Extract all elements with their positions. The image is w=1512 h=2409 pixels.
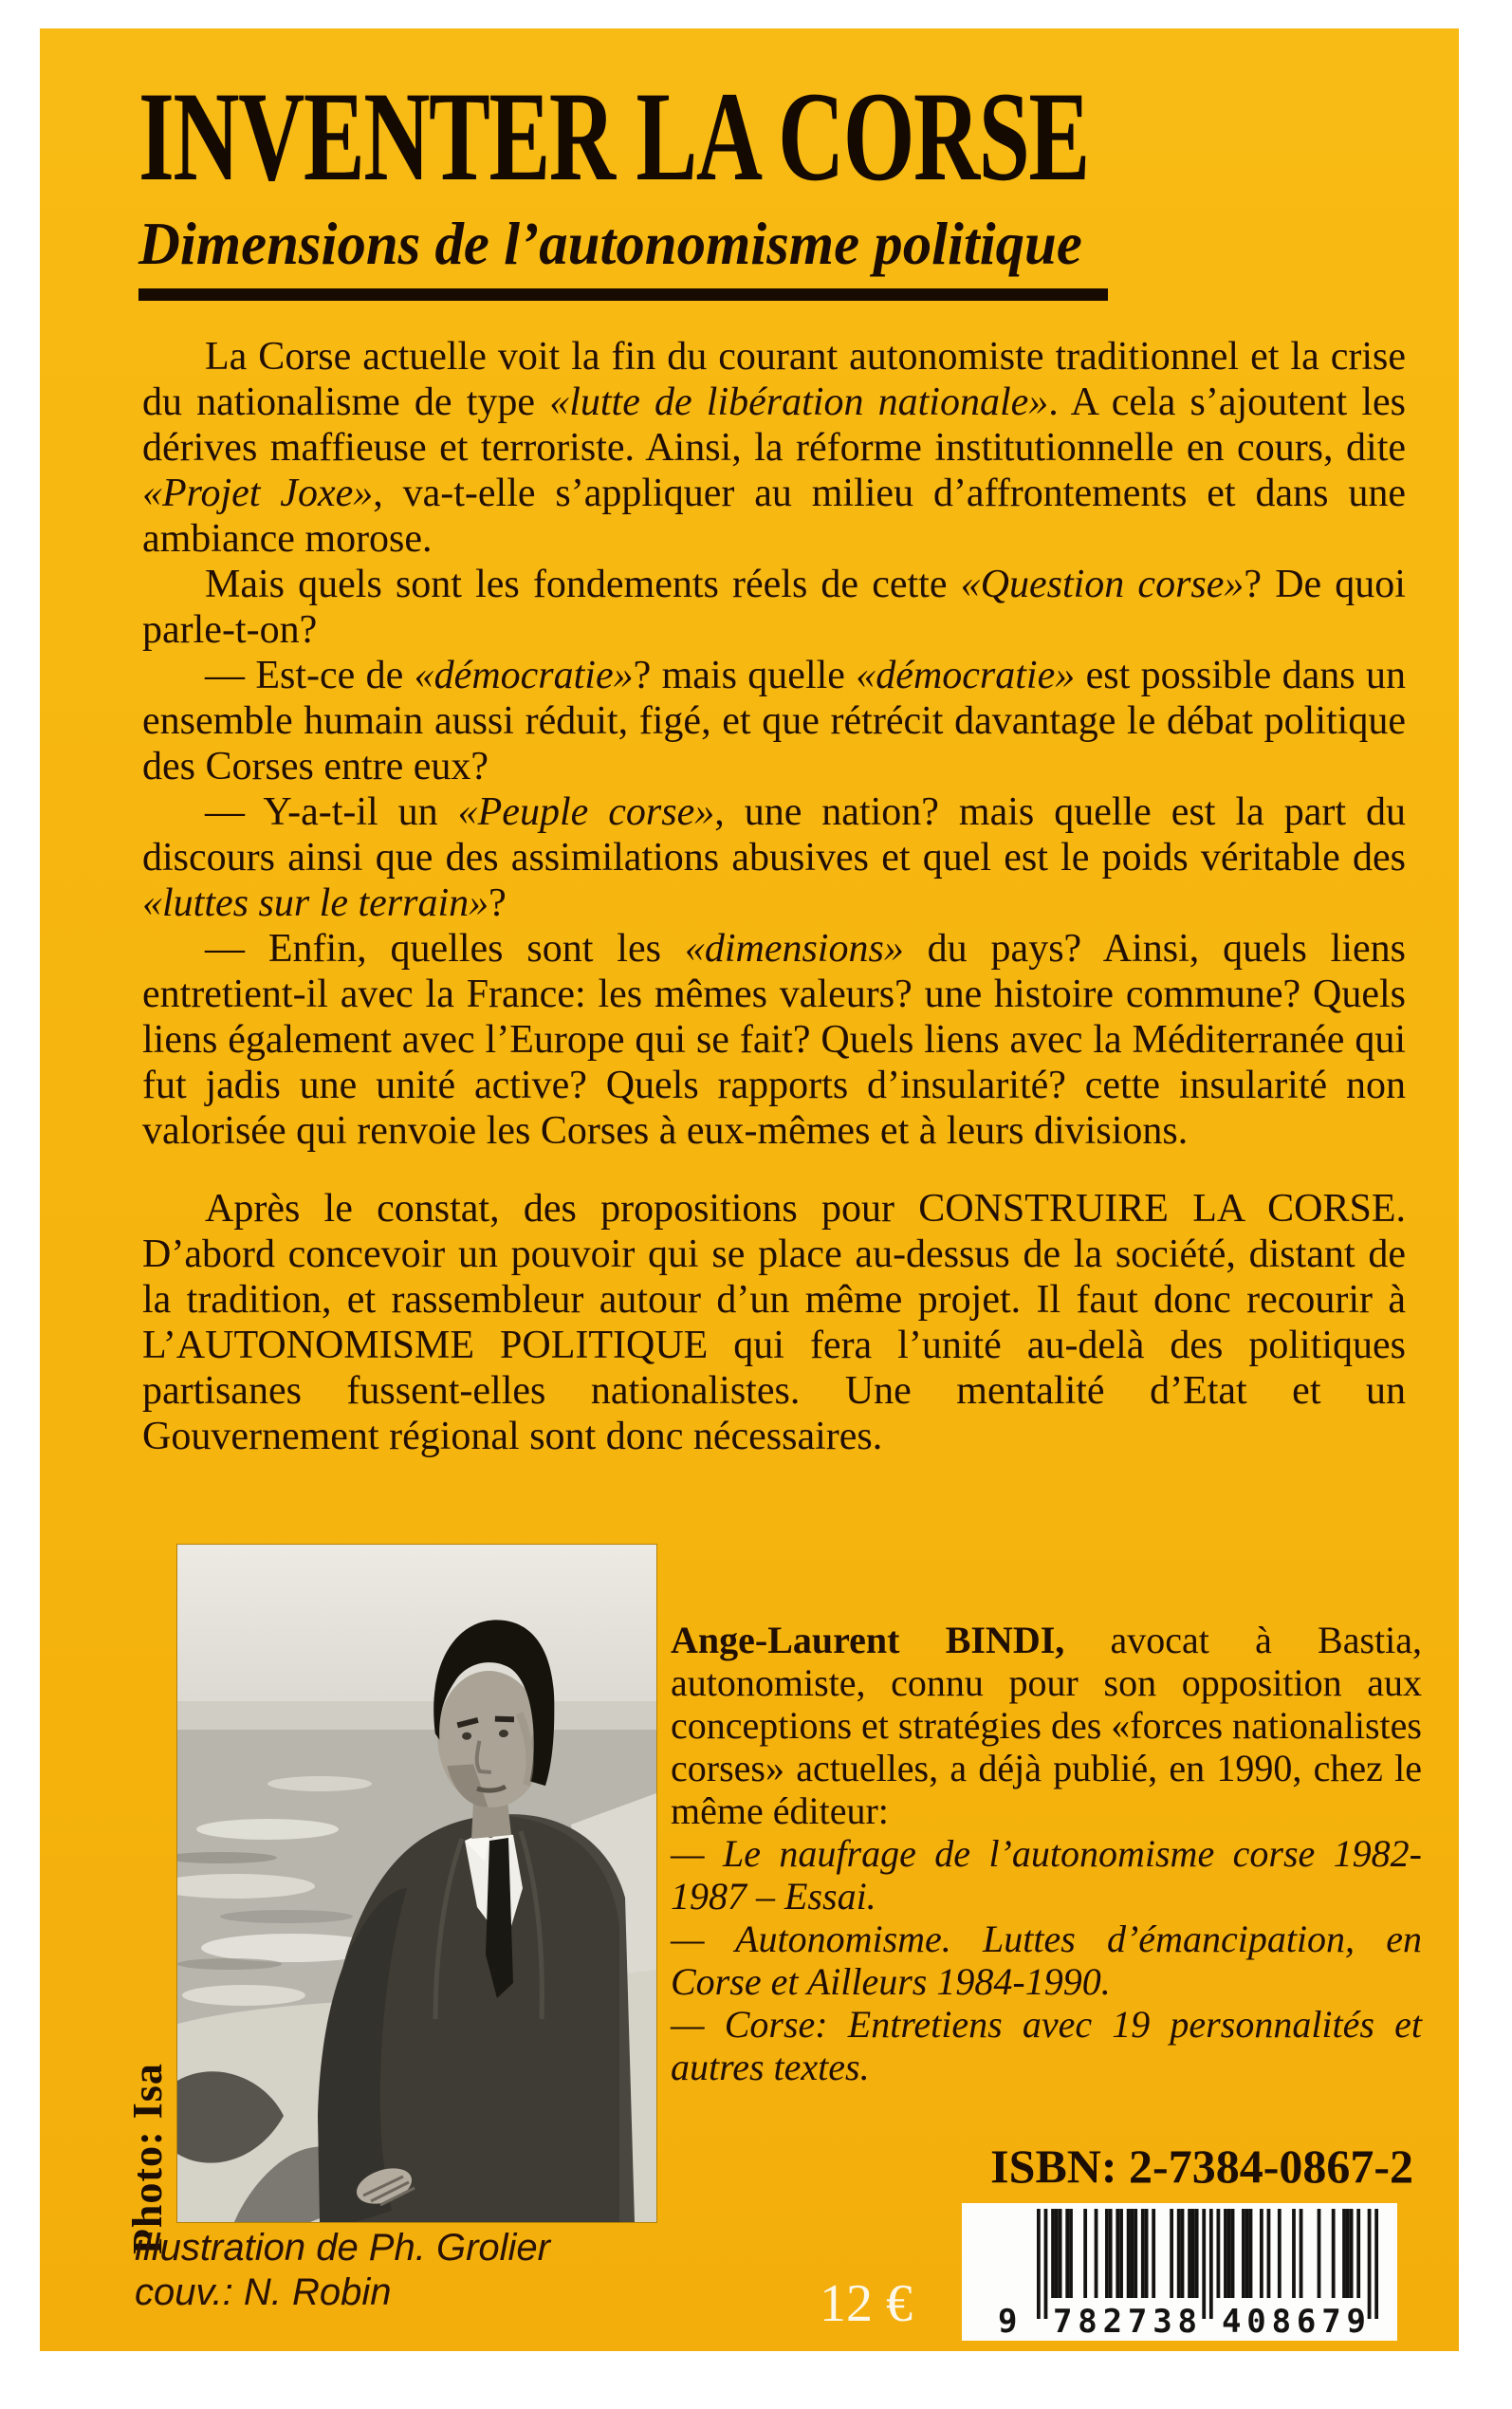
text-segment: Mais quels sont les fondements réels de cette (205, 563, 961, 606)
work-item: — Corse: Entretiens avec 19 personnalités et autres textes. (671, 2003, 1422, 2088)
text-segment: est possible dans un ensemble humain aussi réduit, figé, et que rétrécit davantage le débat politique des Corses entre eux? (142, 654, 1406, 788)
barcode-digits: 9 (998, 2303, 1018, 2341)
text-segment: ? (489, 881, 507, 925)
text-segment: Après le constat, des propositions pour CONSTRUIRE LA CORSE. D’abord concevoir un pouvoir qui se place au-dessus de la société, distant de la tradition, et rassembleur autour d’un même projet. Il faut donc recourir à L’AUTONOMISME POLITIQUE qui fera l’unité au-delà des politiques partisanes fussent-elles nationalistes. Une mentalité d’Etat et un Gouvernement régional sont donc nécessaires. (142, 1187, 1406, 1458)
text-segment: «Question corse» (960, 563, 1245, 606)
text-segment: «Peuple corse» (457, 790, 715, 834)
text-segment: ? mais quelle (633, 654, 857, 697)
illustration-credit-line: illustration de Ph. Grolier (135, 2227, 550, 2269)
isbn-label: ISBN: 2-7384-0867-2 (990, 2140, 1413, 2193)
text-segment: «démocratie» (414, 654, 634, 697)
illustration-credits (135, 2226, 550, 2315)
text-segment: . A cela s’ajoutent les dérives maffieuse et terroriste. Ainsi, la réforme institutionnelle en cours, dite (142, 380, 1406, 470)
cover-credit-line: couv.: N. Robin (135, 2271, 392, 2313)
synopsis-paragraph (142, 1186, 1406, 1459)
author-bio (671, 1619, 1422, 2088)
work-item: — Le naufrage de l’autonomisme corse 1982-1987 – Essai. (671, 1832, 1422, 1918)
synopsis-paragraph (142, 926, 1406, 1154)
book-subtitle: Dimensions de l’autonomisme politique (138, 210, 1082, 277)
synopsis-paragraph (142, 334, 1406, 562)
barcode-digits: 408679 (1222, 2303, 1366, 2341)
barcode (962, 2203, 1397, 2341)
text-segment: — Y-a-t-il un (205, 790, 458, 834)
text-segment: , va-t-elle s’appliquer au milieu d’affrontements et dans une ambiance morose. (142, 472, 1406, 561)
cover-background (40, 28, 1459, 2351)
photo-credit: Photo: Isa (124, 2063, 171, 2254)
title-divider-rule (138, 288, 1108, 301)
text-segment: «lutte de libération nationale» (549, 380, 1049, 424)
text-segment: — Enfin, quelles sont les (205, 927, 685, 971)
text-segment: «luttes sur le terrain» (142, 881, 489, 925)
page-title-wrap (138, 66, 1458, 208)
text-segment: «dimensions» (684, 927, 904, 971)
barcode-digits: 782738 (1053, 2303, 1197, 2341)
bio-intro (671, 1619, 1422, 1832)
text-segment: , une nation? mais quelle est la part du discours ainsi que des assimilations abusives et quel est le poids véritable des (142, 790, 1406, 880)
text-segment: «Projet Joxe» (142, 472, 374, 515)
synopsis-paragraph (142, 653, 1406, 789)
text-segment: «démocratie» (856, 654, 1076, 697)
text-segment: — Est-ce de (205, 654, 415, 697)
synopsis-text (142, 334, 1406, 1459)
price-label: 12 € (820, 2274, 913, 2333)
bio-works (671, 1832, 1422, 2088)
text-segment: du pays? Ainsi, quels liens entretient-il avec la France: les mêmes valeurs? une histoire commune? Quels liens également avec l’Europe qui se fait? Quels liens avec la Méditerranée qui fut jadis une unité active? Quels rapports d’insularité? cette insularité non valorisée qui renvoie les Corses à eux-mêmes et à leurs divisions. (142, 927, 1406, 1153)
text-segment: La Corse actuelle voit la fin du courant autonomiste traditionnel et la crise du nationalisme de type (142, 335, 1406, 424)
text-segment: Ange-Laurent BINDI, (671, 1619, 1065, 1661)
barcode-bars (962, 2203, 1397, 2341)
author-photo (177, 1545, 656, 2222)
text-segment: avocat à Bastia, autonomiste, connu pour son opposition aux conceptions et stratégies des «forces nationalistes corses» actuelles, a déjà publié, en 1990, chez le même éditeur: (671, 1619, 1422, 1832)
book-title: INVENTER LA CORSE (138, 66, 1089, 208)
work-item: — Autonomisme. Luttes d’émancipation, en Corse et Ailleurs 1984-1990. (671, 1918, 1422, 2003)
synopsis-paragraph (142, 789, 1406, 926)
text-segment: ? De quoi parle-t-on? (142, 563, 1406, 652)
author-photo-illustration (177, 1545, 656, 2222)
synopsis-paragraph (142, 562, 1406, 653)
page-subtitle-wrap (138, 209, 1132, 279)
